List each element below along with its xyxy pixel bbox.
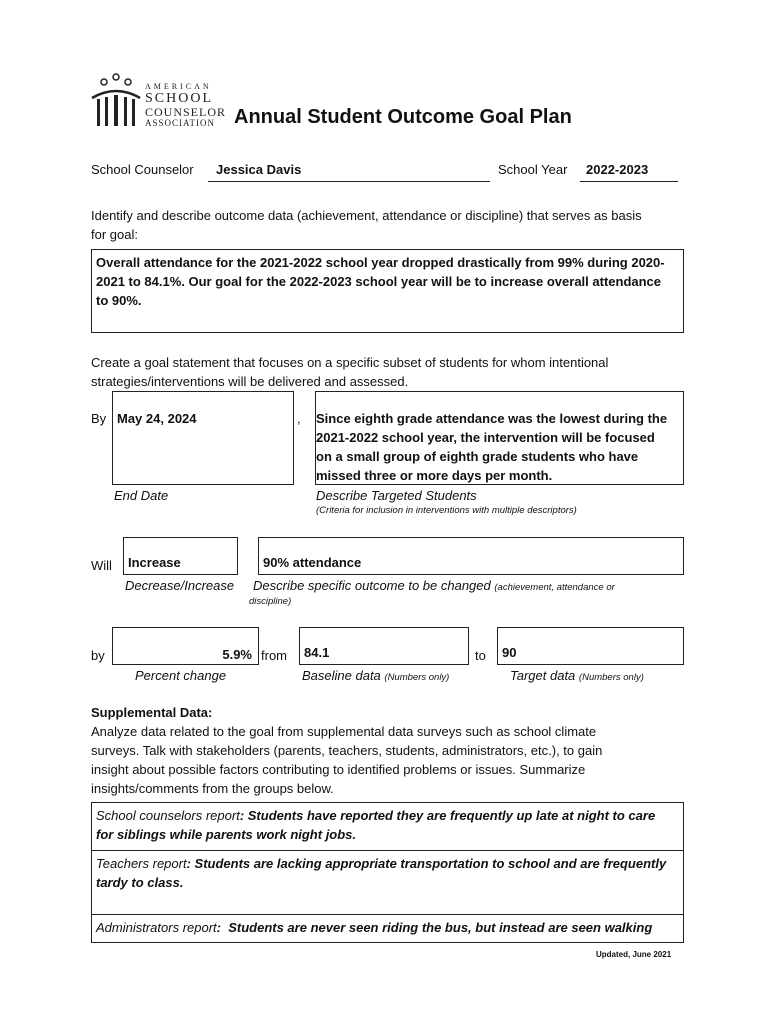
- by-label: By: [91, 411, 107, 426]
- supplemental-line1: Analyze data related to the goal from supplemental data surveys such as school climate: [91, 724, 597, 739]
- outcome-prompt-line2: for goal:: [91, 227, 138, 242]
- by-percent-label: by: [91, 648, 105, 663]
- logo-line-association: ASSOCIATION: [145, 118, 216, 128]
- baseline-value: 84.1: [304, 645, 330, 660]
- baseline-caption: [302, 666, 449, 685]
- targeted-students-line3: on a small group of eighth grade students who have: [316, 449, 639, 464]
- targeted-students-text: [316, 409, 667, 485]
- report-row-text: [92, 803, 683, 847]
- report-row-teachers: [92, 851, 683, 915]
- report-row-value-line2: tardy to class.: [96, 875, 184, 890]
- report-row-label: Teachers report: [96, 856, 187, 871]
- school-year-label: School Year: [498, 162, 568, 177]
- targeted-students-box: [315, 391, 684, 485]
- report-row-administrators: [92, 915, 683, 942]
- logo-line-american: AMERICAN: [145, 82, 212, 91]
- outcome-change-value: 90% attendance: [263, 555, 362, 570]
- logo-line-school: SCHOOL: [145, 91, 214, 106]
- from-label: from: [261, 648, 287, 663]
- outcome-data-box: [91, 249, 684, 333]
- percent-change-box: [112, 627, 259, 665]
- outcome-data-line2: 2021 to 84.1%. Our goal for the 2022-2023 school year will be to increase overall attendance: [96, 274, 662, 289]
- baseline-box: [299, 627, 469, 665]
- counselor-underline: [208, 181, 490, 182]
- report-row-label: School counselors report: [96, 808, 240, 823]
- report-row-text: [92, 851, 683, 895]
- report-row-text: [92, 915, 683, 940]
- asca-logo: [90, 72, 230, 130]
- goal-prompt-line1: Create a goal statement that focuses on a specific subset of students for whom intentional: [91, 355, 609, 370]
- baseline-caption-main: Baseline data: [302, 668, 381, 683]
- outcome-prompt-line1: Identify and describe outcome data (achievement, attendance or discipline) that serves as basis: [91, 208, 642, 223]
- outcome-prompt: [91, 206, 691, 244]
- target-box: [497, 627, 684, 665]
- footer-updated: Updated, June 2021: [596, 950, 672, 959]
- goal-prompt: [91, 353, 691, 391]
- school-year-value: 2022-2023: [586, 162, 649, 177]
- supplemental-line3: insight about possible factors contributing to identified problems or issues. Summarize: [91, 762, 586, 777]
- page-title: Annual Student Outcome Goal Plan: [234, 106, 572, 128]
- target-caption: [510, 666, 644, 685]
- percent-change-caption: Percent change: [135, 668, 227, 683]
- asca-logo-icon: [90, 72, 142, 128]
- target-caption-main: Target data: [510, 668, 576, 683]
- to-label: to: [475, 648, 486, 663]
- end-date-caption: End Date: [114, 488, 169, 503]
- reports-table: [91, 802, 684, 943]
- direction-value: Increase: [128, 555, 181, 570]
- report-row-counselors: [92, 803, 683, 851]
- report-row-value: : Students are never seen riding the bus, but instead are seen walking: [216, 920, 653, 935]
- outcome-data-line3: to 90%.: [96, 293, 142, 308]
- outcome-data-line1: Overall attendance for the 2021-2022 school year dropped drastically from 99% during 2020-: [96, 255, 665, 270]
- supplemental-description: [91, 722, 691, 798]
- by-comma: ,: [297, 411, 301, 426]
- school-year-underline: [580, 181, 678, 182]
- target-value: 90: [502, 645, 517, 660]
- outcome-change-caption-main: Describe specific outcome to be changed: [253, 578, 491, 593]
- targeted-students-line4: missed three or more days per month.: [316, 468, 553, 483]
- targeted-students-line2: 2021-2022 school year, the intervention will be focused: [316, 430, 655, 445]
- targeted-students-line1: Since eighth grade attendance was the lowest during the: [316, 411, 668, 426]
- end-date-value: May 24, 2024: [117, 411, 197, 426]
- will-label: Will: [91, 558, 112, 573]
- goal-prompt-line2: strategies/interventions will be delivered and assessed.: [91, 374, 409, 389]
- report-row-label: Administrators report: [96, 920, 217, 935]
- counselor-label: School Counselor: [91, 162, 194, 177]
- baseline-caption-small: (Numbers only): [384, 672, 450, 683]
- direction-box: [123, 537, 238, 575]
- report-row-value: : Students have reported they are frequently up late at night to care: [239, 808, 656, 823]
- logo-line-counselor: COUNSELOR: [145, 105, 227, 119]
- report-row-value-line2: for siblings while parents work night jobs.: [96, 827, 357, 842]
- counselor-value: Jessica Davis: [216, 162, 302, 177]
- supplemental-heading: Supplemental Data:: [91, 705, 213, 720]
- target-caption-small: (Numbers only): [578, 672, 644, 683]
- outcome-change-caption-small2: discipline): [249, 596, 292, 607]
- outcome-data-text: [92, 250, 683, 313]
- targeted-students-subcaption: (Criteria for inclusion in interventions with multiple descriptors): [316, 505, 577, 516]
- supplemental-line2: surveys. Talk with stakeholders (parents, teachers, students, administrators, etc.), to gain: [91, 743, 603, 758]
- report-row-value: : Students are lacking appropriate transportation to school and are frequently: [186, 856, 667, 871]
- end-date-box: [112, 391, 294, 485]
- outcome-change-caption-small1: (achievement, attendance or: [494, 582, 615, 593]
- targeted-students-caption: Describe Targeted Students: [316, 488, 477, 503]
- supplemental-line4: insights/comments from the groups below.: [91, 781, 334, 796]
- outcome-change-caption: [253, 576, 615, 595]
- direction-caption: Decrease/Increase: [125, 578, 235, 593]
- percent-change-value: 5.9%: [222, 647, 252, 662]
- outcome-change-box: [258, 537, 684, 575]
